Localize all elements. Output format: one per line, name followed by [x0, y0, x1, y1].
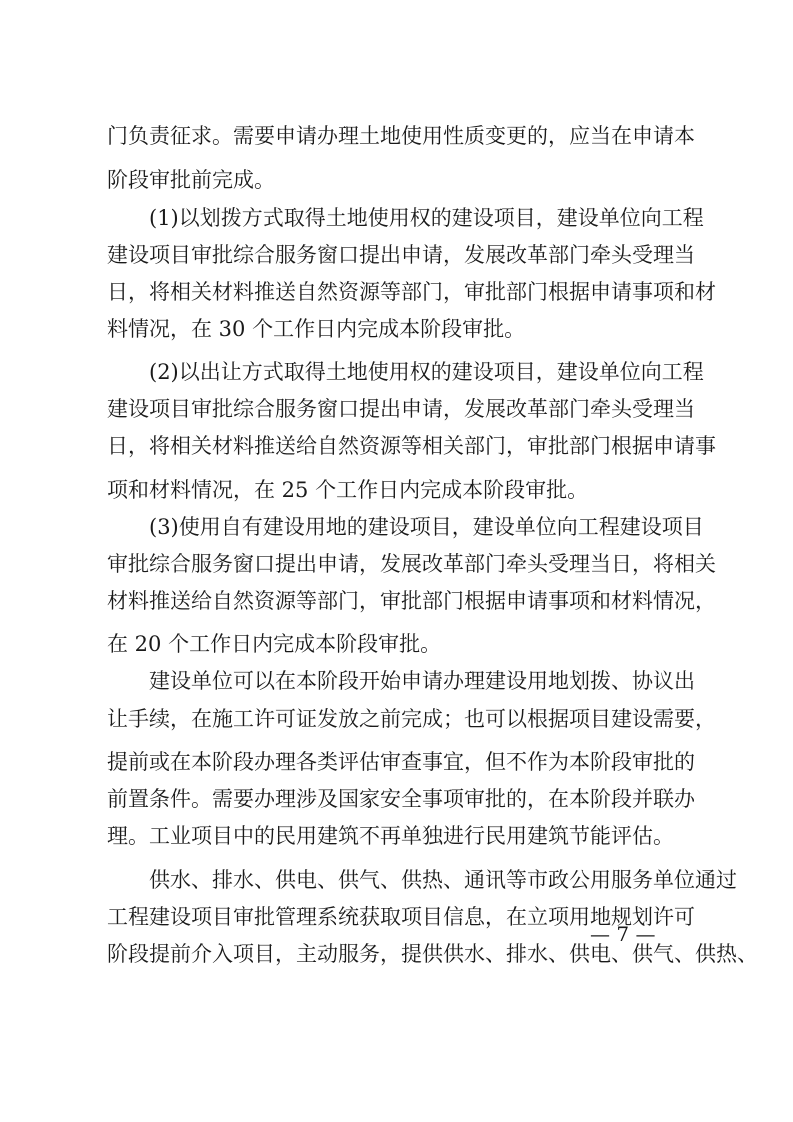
text-line: 建设项目审批综合服务窗口提出申请，发展改革部门牵头受理当: [107, 397, 695, 421]
text-line: 料情况，在 30 个工作日内完成本阶段审批。: [107, 317, 526, 341]
text-line: 门负责征求。需要申请办理土地使用性质变更的，应当在申请本: [107, 124, 695, 148]
text-line: (3)使用自有建设用地的建设项目，建设单位向工程建设项目: [149, 515, 704, 539]
text-line: 项和材料情况，在 25 个工作日内完成本阶段审批。: [107, 478, 589, 502]
page-number: — 7 —: [590, 922, 656, 946]
text-line: 日，将相关材料推送给自然资源等相关部门，审批部门根据申请事: [107, 434, 716, 458]
text-line: 在 20 个工作日内完成本阶段审批。: [107, 632, 442, 656]
text-line: 材料推送给自然资源等部门，审批部门根据申请事项和材料情况，: [107, 589, 716, 613]
text-line: 理。工业项目中的民用建筑不再单独进行民用建筑节能评估。: [107, 824, 674, 848]
text-line: 供水、排水、供电、供气、供热、通讯等市政公用服务单位通过: [149, 868, 737, 892]
text-line: (2)以出让方式取得土地使用权的建设项目，建设单位向工程: [149, 360, 704, 384]
text-line: (1)以划拨方式取得土地使用权的建设项目，建设单位向工程: [149, 206, 704, 230]
text-line: 前置条件。需要办理涉及国家安全事项审批的，在本阶段并联办: [107, 787, 695, 811]
text-line: 日，将相关材料推送自然资源等部门，审批部门根据申请事项和材: [107, 280, 716, 304]
text-line: 阶段审批前完成。: [107, 168, 275, 192]
text-line: 阶段提前介入项目，主动服务，提供供水、排水、供电、供气、供热、: [107, 942, 758, 966]
text-line: 提前或在本阶段办理各类评估审查事宜，但不作为本阶段审批的: [107, 750, 695, 774]
text-line: 建设单位可以在本阶段开始申请办理建设用地划拨、协议出: [149, 669, 695, 693]
text-line: 建设项目审批综合服务窗口提出申请，发展改革部门牵头受理当: [107, 243, 695, 267]
text-line: 审批综合服务窗口提出申请，发展改革部门牵头受理当日，将相关: [107, 552, 716, 576]
text-line: 工程建设项目审批管理系统获取项目信息，在立项用地规划许可: [107, 905, 695, 929]
text-line: 让手续，在施工许可证发放之前完成；也可以根据项目建设需要，: [107, 707, 716, 731]
